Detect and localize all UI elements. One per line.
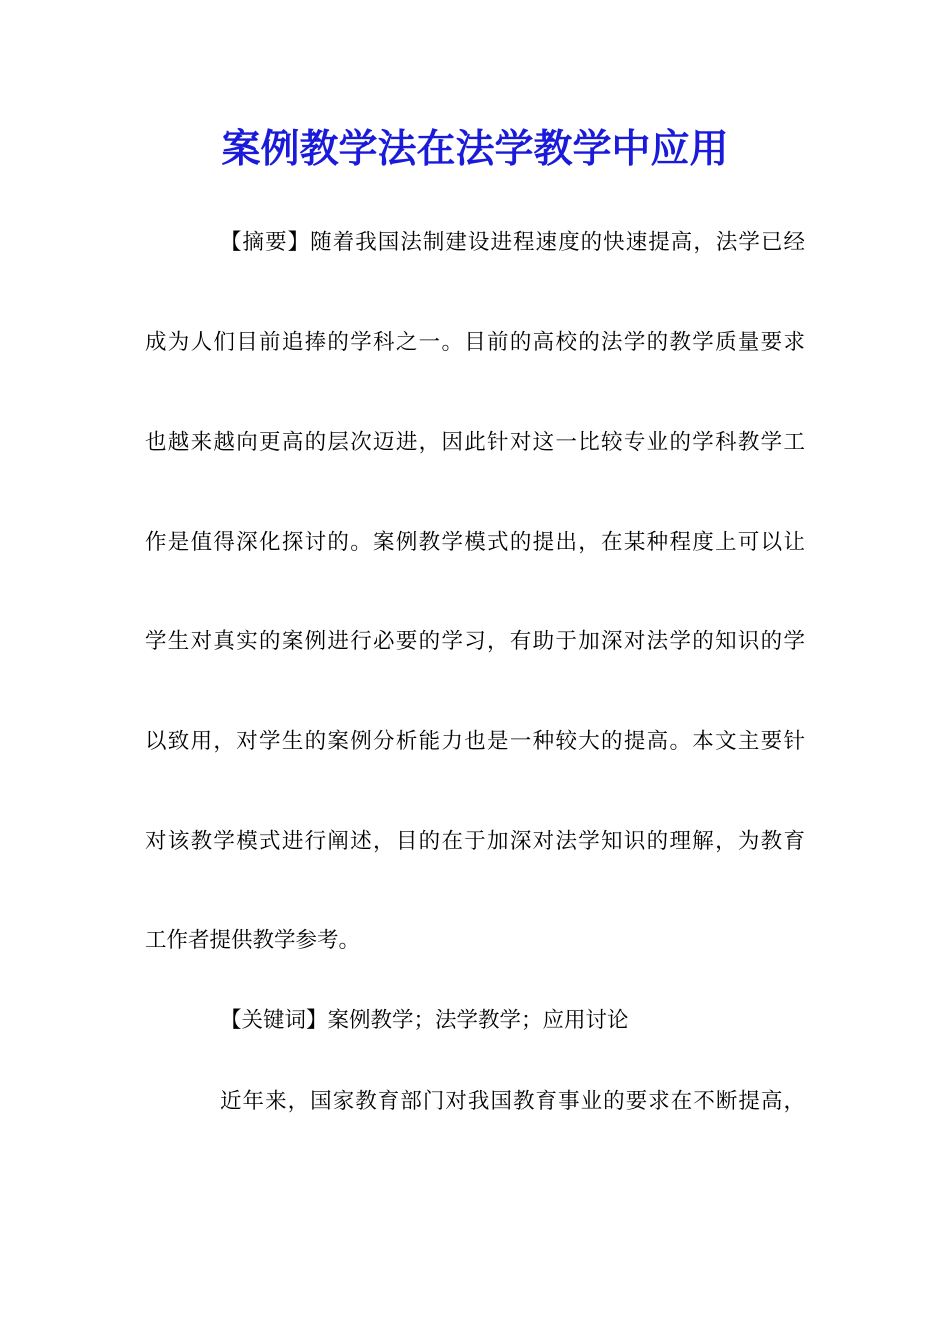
keywords-line: 【关键词】案例教学；法学教学；应用讨论 — [220, 1008, 629, 1033]
abstract-line: 以致用，对学生的案例分析能力也是一种较大的提高。本文主要针 — [145, 729, 805, 754]
abstract-line: 【摘要】随着我国法制建设进程速度的快速提高，法学已经 — [220, 230, 805, 255]
abstract-line: 作是值得深化探讨的。案例教学模式的提出，在某种程度上可以让 — [145, 530, 805, 555]
abstract-line: 学生对真实的案例进行必要的学习，有助于加深对法学的知识的学 — [145, 629, 805, 654]
document-title: 案例教学法在法学教学中应用 — [221, 127, 729, 172]
abstract-line: 工作者提供教学参考。 — [145, 928, 361, 953]
abstract-line: 对该教学模式进行阐述，目的在于加深对法学知识的理解，为教育 — [145, 829, 805, 854]
abstract-line: 也越来越向更高的层次迈进，因此针对这一比较专业的学科教学工 — [145, 430, 805, 455]
abstract-line: 成为人们目前追捧的学科之一。目前的高校的法学的教学质量要求 — [145, 330, 805, 355]
body-paragraph-line: 近年来，国家教育部门对我国教育事业的要求在不断提高， — [220, 1089, 805, 1114]
